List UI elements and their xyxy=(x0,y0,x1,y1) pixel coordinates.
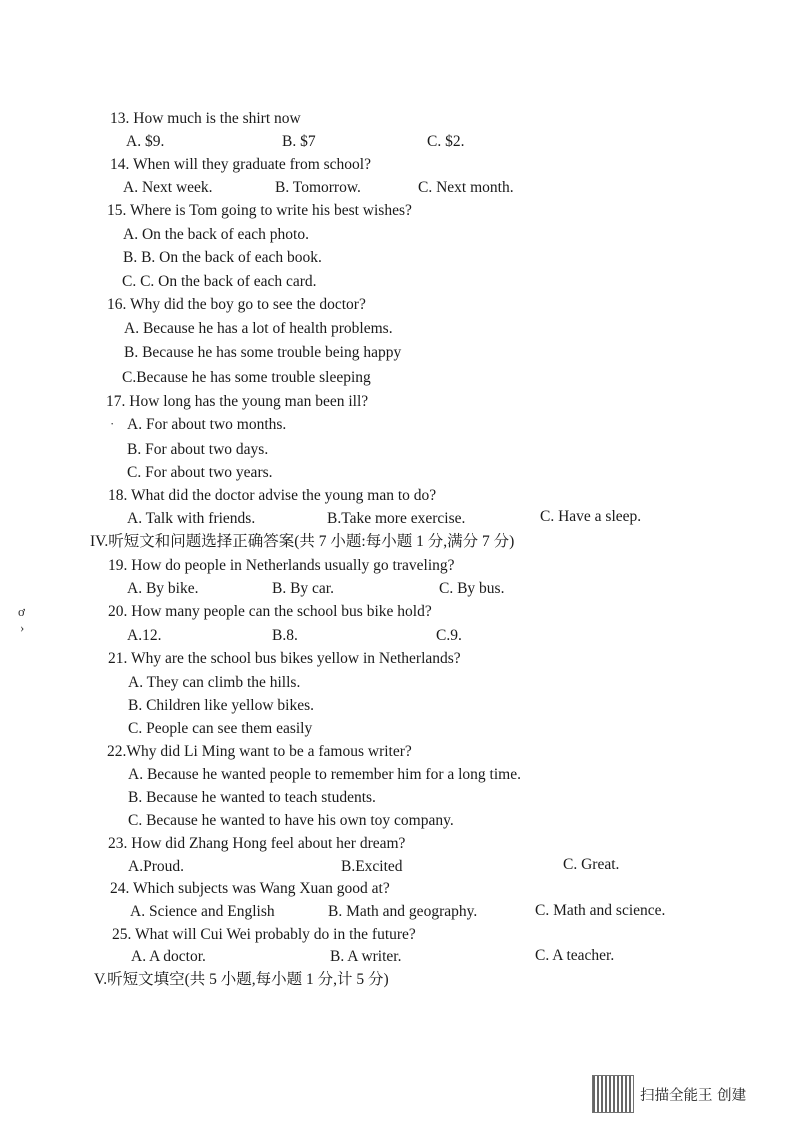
option-23a: A.Proud. xyxy=(128,858,184,875)
option-15c: C. C. On the back of each card. xyxy=(122,273,317,290)
option-13a: A. $9. xyxy=(126,133,165,150)
stray-mark: · xyxy=(110,416,115,431)
option-17a: A. For about two months. xyxy=(127,416,287,433)
question-16: 16. Why did the boy go to see the doctor? xyxy=(107,296,366,313)
option-20a: A.12. xyxy=(127,627,162,644)
question-18: 18. What did the doctor advise the young man to do? xyxy=(108,487,437,504)
question-17: 17. How long has the young man been ill? xyxy=(106,393,369,410)
option-13c: C. $2. xyxy=(427,133,465,150)
question-15: 15. Where is Tom going to write his best wishes? xyxy=(107,202,412,219)
question-19: 19. How do people in Netherlands usually go traveling? xyxy=(108,557,455,574)
option-15a: A. On the back of each photo. xyxy=(123,226,309,243)
question-14: 14. When will they graduate from school? xyxy=(110,156,371,173)
option-23c: C. Great. xyxy=(563,856,620,873)
option-24c: C. Math and science. xyxy=(535,902,666,919)
option-14c: C. Next month. xyxy=(418,179,514,196)
option-19c: C. By bus. xyxy=(439,580,505,597)
question-23: 23. How did Zhang Hong feel about her dream? xyxy=(108,835,406,852)
option-16a: A. Because he has a lot of health problems. xyxy=(124,320,393,337)
option-17c: C. For about two years. xyxy=(127,464,273,481)
option-22a: A. Because he wanted people to remember him for a long time. xyxy=(128,766,521,783)
option-14b: B. Tomorrow. xyxy=(275,179,361,196)
scanner-watermark xyxy=(592,1075,746,1113)
option-15b: B. B. On the back of each book. xyxy=(123,249,322,266)
question-20: 20. How many people can the school bus bike hold? xyxy=(108,603,432,620)
question-24: 24. Which subjects was Wang Xuan good at? xyxy=(110,880,390,897)
option-22b: B. Because he wanted to teach students. xyxy=(128,789,376,806)
option-17b: B. For about two days. xyxy=(127,441,269,458)
margin-mark: ơ xyxy=(18,604,25,619)
question-13: 13. How much is the shirt now xyxy=(110,110,301,127)
option-18b: B.Take more exercise. xyxy=(327,510,466,527)
option-18c: C. Have a sleep. xyxy=(540,508,642,525)
option-21a: A. They can climb the hills. xyxy=(128,674,301,691)
option-25b: B. A writer. xyxy=(330,948,402,965)
question-25: 25. What will Cui Wei probably do in the future? xyxy=(112,926,416,943)
option-24b: B. Math and geography. xyxy=(328,903,478,920)
option-16c: C.Because he has some trouble sleeping xyxy=(122,369,371,386)
option-20b: B.8. xyxy=(272,627,298,644)
option-19b: B. By car. xyxy=(272,580,334,597)
option-18a: A. Talk with friends. xyxy=(127,510,256,527)
option-22c: C. Because he wanted to have his own toy company. xyxy=(128,812,454,829)
section-v-heading: V.听短文填空(共 5 小题,每小题 1 分,计 5 分) xyxy=(94,971,389,988)
question-22: 22.Why did Li Ming want to be a famous writer? xyxy=(107,743,412,760)
option-24a: A. Science and English xyxy=(130,903,275,920)
option-14a: A. Next week. xyxy=(123,179,213,196)
option-21b: B. Children like yellow bikes. xyxy=(128,697,314,714)
option-20c: C.9. xyxy=(436,627,462,644)
option-25c: C. A teacher. xyxy=(535,947,615,964)
watermark-label: 扫描全能王 创建 xyxy=(640,1087,747,1104)
margin-mark: › xyxy=(20,620,25,635)
option-19a: A. By bike. xyxy=(127,580,199,597)
option-25a: A. A doctor. xyxy=(131,948,206,965)
option-16b: B. Because he has some trouble being happy xyxy=(124,344,402,361)
option-23b: B.Excited xyxy=(341,858,403,875)
question-21: 21. Why are the school bus bikes yellow in Netherlands? xyxy=(108,650,461,667)
qr-code-icon xyxy=(592,1075,634,1113)
section-iv-heading: IV.听短文和问题选择正确答案(共 7 小题:每小题 1 分,满分 7 分) xyxy=(90,533,515,550)
option-13b: B. $7 xyxy=(282,133,316,150)
option-21c: C. People can see them easily xyxy=(128,720,313,737)
